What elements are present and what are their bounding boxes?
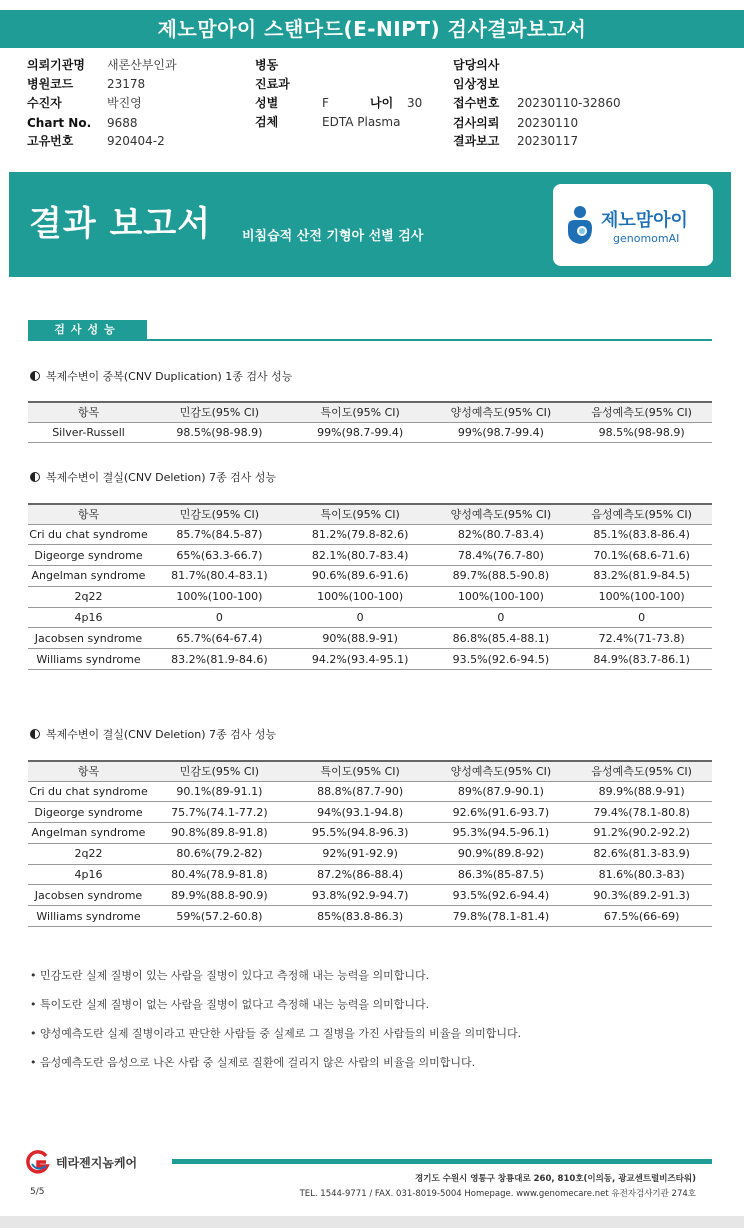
row-metric-value: 100%(100-100) [431, 586, 572, 607]
row-metric-value: 80.6%(79.2-82) [149, 843, 290, 864]
row-metric-value: 65%(63.3-66.7) [149, 545, 290, 566]
section-tab-performance: 검사성능 [28, 320, 147, 340]
table2-heading [30, 469, 276, 485]
banner-title: 결과 보고서 [29, 204, 212, 244]
row-metric-value: 83.2%(81.9-84.5) [571, 566, 712, 587]
info-label: 접수번호 [453, 96, 500, 110]
row-metric-value: 90.1%(89-91.1) [149, 781, 290, 802]
table-row [28, 607, 712, 628]
half-circle-bullet-icon [30, 472, 40, 482]
genomom-logo [553, 184, 713, 266]
info-label: 고유번호 [27, 134, 74, 148]
row-item-name: Digeorge syndrome [28, 545, 149, 566]
col-header: 양성예측도(95% CI) [431, 402, 572, 422]
row-metric-value: 91.2%(90.2-92.2) [571, 823, 712, 844]
info-value: 920404-2 [107, 134, 165, 148]
row-metric-value: 70.1%(68.6-71.6) [571, 545, 712, 566]
deletion-performance-table [28, 503, 712, 670]
info-label: 나이 [370, 96, 394, 110]
row-metric-value: 88.8%(87.7-90) [290, 781, 431, 802]
table-row [28, 906, 712, 927]
definition-notes [30, 966, 521, 1082]
row-metric-value: 94%(93.1-94.8) [290, 802, 431, 823]
info-value: 새론산부인과 [107, 58, 177, 72]
row-item-name: 4p16 [28, 607, 149, 628]
row-item-name: Digeorge syndrome [28, 802, 149, 823]
row-item-name: Jacobsen syndrome [28, 885, 149, 906]
row-metric-value: 80.4%(78.9-81.8) [149, 864, 290, 885]
info-label: 검사의뢰 [453, 116, 500, 130]
note-specificity: • 특이도란 실제 질병이 없는 사람을 질병이 없다고 측정해 내는 능력을 의미합니다. [30, 998, 430, 1011]
page-bottom-edge [0, 1216, 744, 1228]
row-metric-value: 100%(100-100) [571, 586, 712, 607]
info-label: 진료과 [255, 77, 290, 91]
col-header: 민감도(95% CI) [149, 504, 290, 524]
col-header: 항목 [28, 402, 149, 422]
row-item-name: 4p16 [28, 864, 149, 885]
info-label: 임상정보 [453, 77, 500, 91]
section-divider [28, 339, 712, 341]
row-metric-value: 100%(100-100) [149, 586, 290, 607]
row-item-name: Angelman syndrome [28, 823, 149, 844]
info-value: 20230110-32860 [517, 96, 621, 110]
half-circle-bullet-icon [30, 371, 40, 381]
table-row [28, 545, 712, 566]
row-metric-value: 93.5%(92.6-94.5) [431, 649, 572, 670]
table-row [28, 628, 712, 649]
info-value: 9688 [107, 116, 138, 130]
row-metric-value: 100%(100-100) [290, 586, 431, 607]
row-metric-value: 89.9%(88.9-91) [571, 781, 712, 802]
duplication-performance-table [28, 401, 712, 443]
row-metric-value: 81.6%(80.3-83) [571, 864, 712, 885]
col-header: 양성예측도(95% CI) [431, 504, 572, 524]
row-metric-value: 84.9%(83.7-86.1) [571, 649, 712, 670]
col-header: 민감도(95% CI) [149, 402, 290, 422]
row-metric-value: 81.7%(80.4-83.1) [149, 566, 290, 587]
col-header: 특이도(95% CI) [290, 402, 431, 422]
logo-name: 제노맘아이 [601, 210, 688, 231]
info-label: 담당의사 [453, 58, 500, 72]
table-row [28, 422, 712, 443]
table-row [28, 885, 712, 906]
table-row [28, 524, 712, 545]
note-npv: • 음성예측도란 음성으로 나온 사람 중 실제로 질환에 걸리지 않은 사람의 비율을 의미합니다. [30, 1056, 476, 1069]
row-metric-value: 85.7%(84.5-87) [149, 524, 290, 545]
row-metric-value: 92%(91-92.9) [290, 843, 431, 864]
row-metric-value: 94.2%(93.4-95.1) [290, 649, 431, 670]
col-header: 음성예측도(95% CI) [571, 761, 712, 781]
info-label: 병원코드 [27, 77, 74, 91]
row-metric-value: 75.7%(74.1-77.2) [149, 802, 290, 823]
footer-contact: TEL. 1544-9771 / FAX. 031-8019-5004 Homepage. www.genomecare.net 유전자검사기관 274호 [299, 1189, 696, 1199]
row-metric-value: 90.6%(89.6-91.6) [290, 566, 431, 587]
row-metric-value: 83.2%(81.9-84.6) [149, 649, 290, 670]
row-metric-value: 0 [431, 607, 572, 628]
table-row [28, 781, 712, 802]
note-sensitivity: • 민감도란 실제 질병이 있는 사람을 질병이 있다고 측정해 내는 능력을 의미합니다. [30, 969, 430, 982]
table-header-row [28, 402, 712, 422]
row-metric-value: 0 [571, 607, 712, 628]
half-circle-bullet-icon [30, 729, 40, 739]
table-row [28, 802, 712, 823]
row-metric-value: 89.9%(88.8-90.9) [149, 885, 290, 906]
terragen-g-logo-icon [24, 1150, 50, 1174]
info-label: 의뢰기관명 [27, 58, 85, 72]
row-metric-value: 82.1%(80.7-83.4) [290, 545, 431, 566]
table2-title: 복제수변이 결실(CNV Deletion) 7종 검사 성능 [46, 471, 277, 484]
col-header: 특이도(95% CI) [290, 761, 431, 781]
info-label: 수진자 [27, 96, 62, 110]
table-row [28, 823, 712, 844]
row-item-name: Cri du chat syndrome [28, 781, 149, 802]
table1-heading [30, 368, 292, 384]
row-metric-value: 79.4%(78.1-80.8) [571, 802, 712, 823]
row-item-name: Silver-Russell [28, 422, 149, 443]
note-ppv: • 양성예측도란 실제 질병이라고 판단한 사람들 중 실제로 그 질병을 가진 사람들의 비율을 의미합니다. [30, 1027, 522, 1040]
col-header: 양성예측도(95% CI) [431, 761, 572, 781]
result-banner [9, 172, 731, 277]
table-row [28, 566, 712, 587]
row-metric-value: 67.5%(66-69) [571, 906, 712, 927]
logo-subtitle: genomomAI [613, 232, 680, 245]
row-metric-value: 93.5%(92.6-94.4) [431, 885, 572, 906]
row-metric-value: 93.8%(92.9-94.7) [290, 885, 431, 906]
row-metric-value: 81.2%(79.8-82.6) [290, 524, 431, 545]
table-row [28, 864, 712, 885]
row-metric-value: 79.8%(78.1-81.4) [431, 906, 572, 927]
info-value: 20230117 [517, 134, 579, 148]
terragen-logo [24, 1150, 174, 1174]
footer-divider [172, 1159, 712, 1164]
row-metric-value: 90.8%(89.8-91.8) [149, 823, 290, 844]
row-metric-value: 65.7%(64-67.4) [149, 628, 290, 649]
info-value: 23178 [107, 77, 146, 91]
info-value: 30 [407, 96, 423, 110]
row-metric-value: 95.5%(94.8-96.3) [290, 823, 431, 844]
info-value: EDTA Plasma [322, 115, 401, 129]
row-metric-value: 99%(98.7-99.4) [290, 422, 431, 443]
row-metric-value: 90.3%(89.2-91.3) [571, 885, 712, 906]
row-item-name: Jacobsen syndrome [28, 628, 149, 649]
page-number: 5/5 [30, 1187, 45, 1197]
info-label: 검체 [255, 115, 279, 129]
row-metric-value: 86.8%(85.4-88.1) [431, 628, 572, 649]
table1-title: 복제수변이 중복(CNV Duplication) 1종 검사 성능 [46, 370, 293, 383]
col-header: 음성예측도(95% CI) [571, 402, 712, 422]
table3-title: 복제수변이 결실(CNV Deletion) 7종 검사 성능 [46, 728, 277, 741]
row-metric-value: 89%(87.9-90.1) [431, 781, 572, 802]
row-item-name: Cri du chat syndrome [28, 524, 149, 545]
row-metric-value: 0 [149, 607, 290, 628]
row-metric-value: 87.2%(86-88.4) [290, 864, 431, 885]
row-item-name: Angelman syndrome [28, 566, 149, 587]
col-header: 항목 [28, 504, 149, 524]
info-label: 병동 [255, 58, 279, 72]
table-header-row [28, 761, 712, 781]
info-value: 박진영 [107, 96, 142, 110]
row-item-name: 2q22 [28, 586, 149, 607]
row-metric-value: 78.4%(76.7-80) [431, 545, 572, 566]
row-metric-value: 89.7%(88.5-90.8) [431, 566, 572, 587]
row-metric-value: 85.1%(83.8-86.4) [571, 524, 712, 545]
info-value: F [322, 96, 329, 110]
row-metric-value: 99%(98.7-99.4) [431, 422, 572, 443]
row-metric-value: 59%(57.2-60.8) [149, 906, 290, 927]
row-metric-value: 82%(80.7-83.4) [431, 524, 572, 545]
info-label: Chart No. [27, 116, 92, 130]
footer-company: 테라젠지놈케어 [56, 1156, 138, 1170]
row-metric-value: 95.3%(94.5-96.1) [431, 823, 572, 844]
col-header: 민감도(95% CI) [149, 761, 290, 781]
report-title: 제노맘아이 스탠다드(E-NIPT) 검사결과보고서 [0, 10, 744, 48]
row-item-name: 2q22 [28, 843, 149, 864]
table3-heading [30, 726, 276, 742]
row-metric-value: 86.3%(85-87.5) [431, 864, 572, 885]
info-label: 결과보고 [453, 134, 500, 148]
row-metric-value: 90%(88.9-91) [290, 628, 431, 649]
row-metric-value: 98.5%(98-98.9) [571, 422, 712, 443]
row-metric-value: 92.6%(91.6-93.7) [431, 802, 572, 823]
row-metric-value: 98.5%(98-98.9) [149, 422, 290, 443]
col-header: 음성예측도(95% CI) [571, 504, 712, 524]
col-header: 항목 [28, 761, 149, 781]
deletion-performance-table-2 [28, 760, 712, 927]
row-metric-value: 0 [290, 607, 431, 628]
row-metric-value: 90.9%(89.8-92) [431, 843, 572, 864]
row-metric-value: 72.4%(71-73.8) [571, 628, 712, 649]
row-metric-value: 85%(83.8-86.3) [290, 906, 431, 927]
col-header: 특이도(95% CI) [290, 504, 431, 524]
table-header-row [28, 504, 712, 524]
footer-address: 경기도 수원시 영통구 창룡대로 260, 810호(이의동, 광교센트럴비즈타워) [415, 1174, 696, 1184]
info-value: 20230110 [517, 116, 579, 130]
row-item-name: Williams syndrome [28, 649, 149, 670]
table-row [28, 649, 712, 670]
table-row [28, 843, 712, 864]
banner-subtitle: 비침습적 산전 기형아 선별 검사 [242, 229, 424, 244]
row-metric-value: 82.6%(81.3-83.9) [571, 843, 712, 864]
genomom-logo-icon [565, 204, 595, 246]
row-item-name: Williams syndrome [28, 906, 149, 927]
info-label: 성별 [255, 96, 279, 110]
table-row [28, 586, 712, 607]
